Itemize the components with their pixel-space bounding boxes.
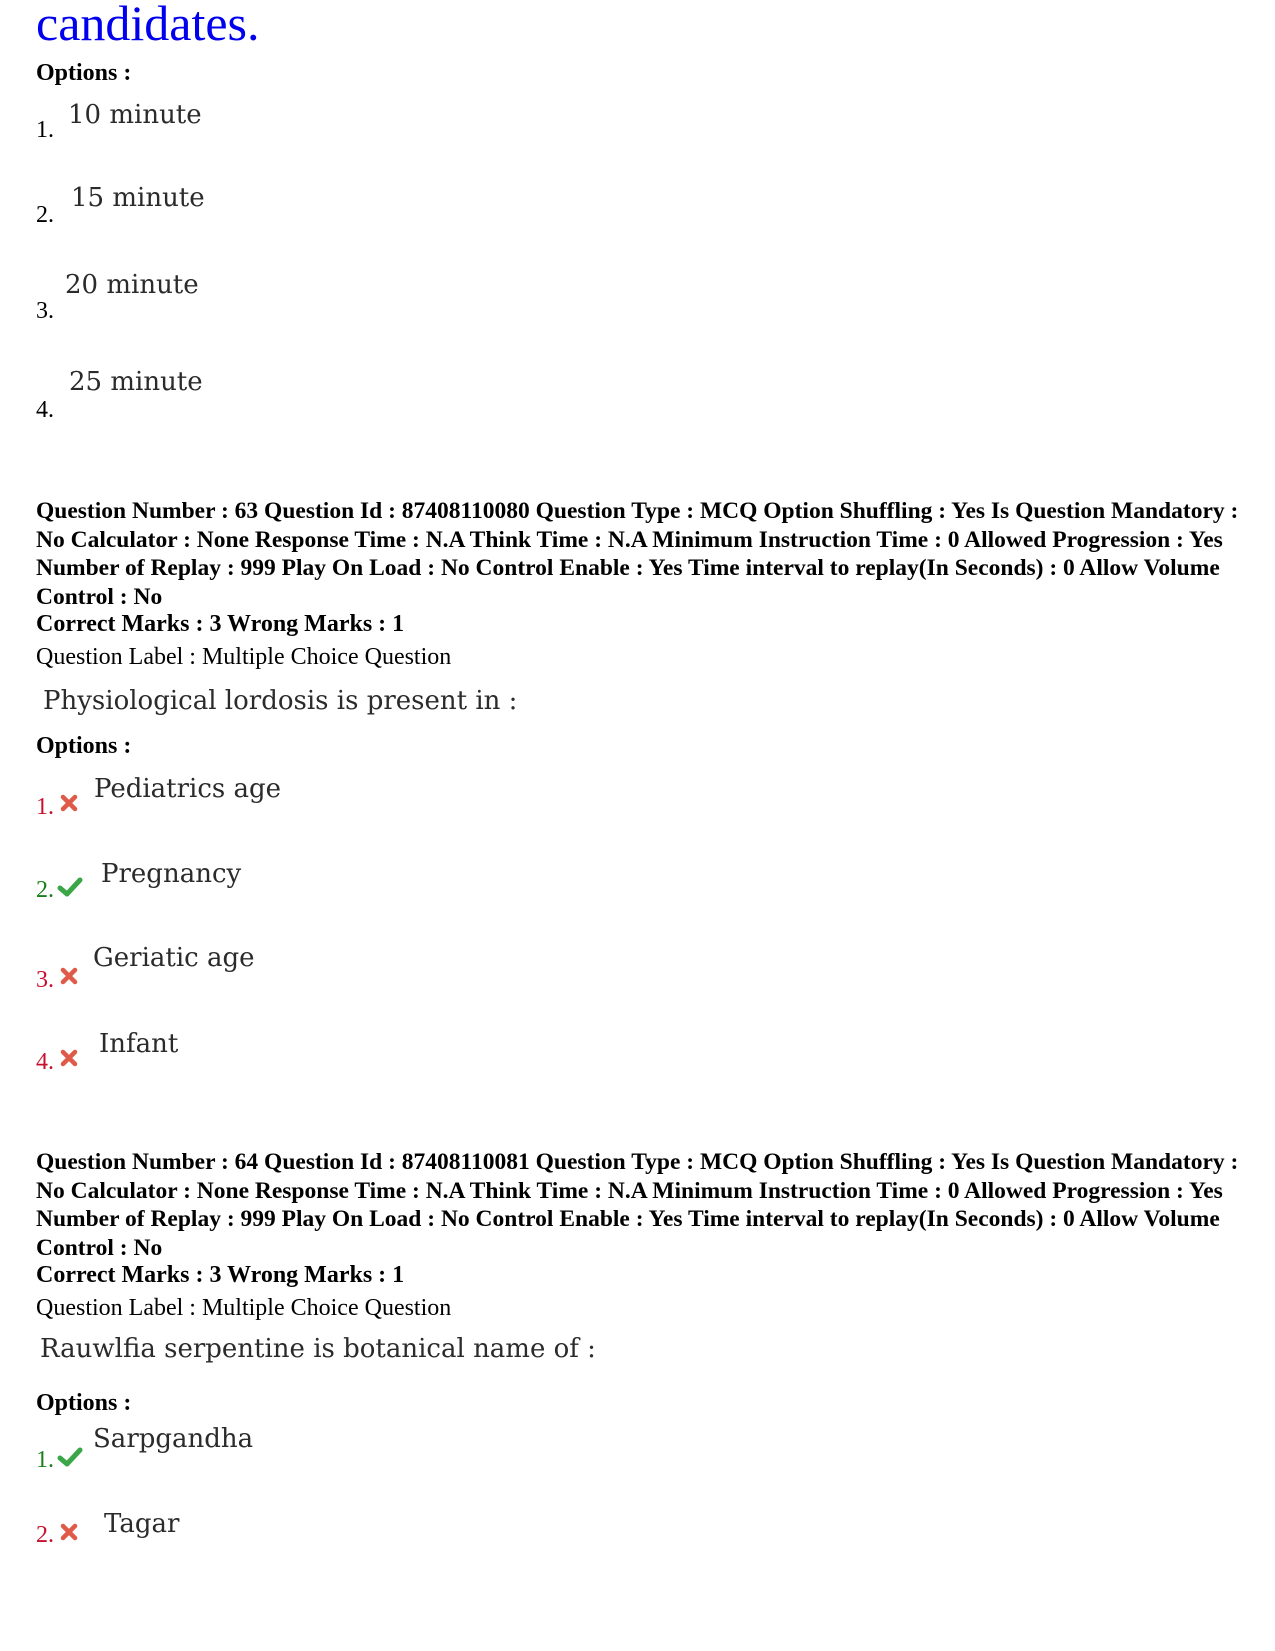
question-marks: Correct Marks : 3 Wrong Marks : 1 <box>36 611 405 637</box>
option-number: 1. <box>36 117 54 143</box>
question-meta: Question Number : 63 Question Id : 87408110080 Question Type : MCQ Option Shuffling : Yes Is Question Mandatory : No Calculator : None Response Time : N.A Think Time : N.A Minimum Instruction Time : 0 Allowed Progression : Yes Number of Replay : 999 Play On Load : No Control Enable : Yes Time interval to replay(In Seconds) : 0 Allow Volume Control : No <box>36 498 1239 610</box>
option-text: Pediatrics age <box>94 774 282 804</box>
cross-icon <box>58 1047 80 1069</box>
question-text: Rauwlfia serpentine is botanical name of : <box>40 1334 596 1364</box>
option-text: Infant <box>99 1029 179 1059</box>
option-text: Tagar <box>104 1509 180 1539</box>
option-number: 3. <box>36 967 54 993</box>
question-label: Question Label : Multiple Choice Question <box>36 1295 452 1321</box>
check-icon <box>57 876 83 898</box>
option-number: 4. <box>36 397 54 423</box>
option-text: 20 minute <box>65 270 199 300</box>
cross-icon <box>58 792 80 814</box>
option-text: Geriatic age <box>93 943 255 973</box>
option-text: Pregnancy <box>101 859 242 889</box>
question-marks: Correct Marks : 3 Wrong Marks : 1 <box>36 1262 405 1288</box>
option-text: 25 minute <box>69 367 203 397</box>
option-number: 3. <box>36 298 54 324</box>
cross-icon <box>58 1521 80 1543</box>
options-heading: Options : <box>36 733 132 759</box>
option-number: 1. <box>36 794 54 820</box>
question-text: Physiological lordosis is present in : <box>43 686 518 716</box>
question-label: Question Label : Multiple Choice Question <box>36 644 452 670</box>
check-icon <box>57 1446 83 1468</box>
previous-question-tail: candidates. <box>36 0 260 51</box>
option-number: 1. <box>36 1447 54 1473</box>
question-meta: Question Number : 64 Question Id : 87408110081 Question Type : MCQ Option Shuffling : Yes Is Question Mandatory : No Calculator : None Response Time : N.A Think Time : N.A Minimum Instruction Time : 0 Allowed Progression : Yes Number of Replay : 999 Play On Load : No Control Enable : Yes Time interval to replay(In Seconds) : 0 Allow Volume Control : No <box>36 1149 1239 1261</box>
option-text: 10 minute <box>68 100 202 130</box>
option-number: 2. <box>36 1522 54 1548</box>
option-text: 15 minute <box>71 183 205 213</box>
option-number: 4. <box>36 1049 54 1075</box>
options-heading: Options : <box>36 60 132 86</box>
option-number: 2. <box>36 877 54 903</box>
option-text: Sarpgandha <box>93 1424 254 1454</box>
options-heading: Options : <box>36 1390 132 1416</box>
option-number: 2. <box>36 202 54 228</box>
cross-icon <box>58 965 80 987</box>
